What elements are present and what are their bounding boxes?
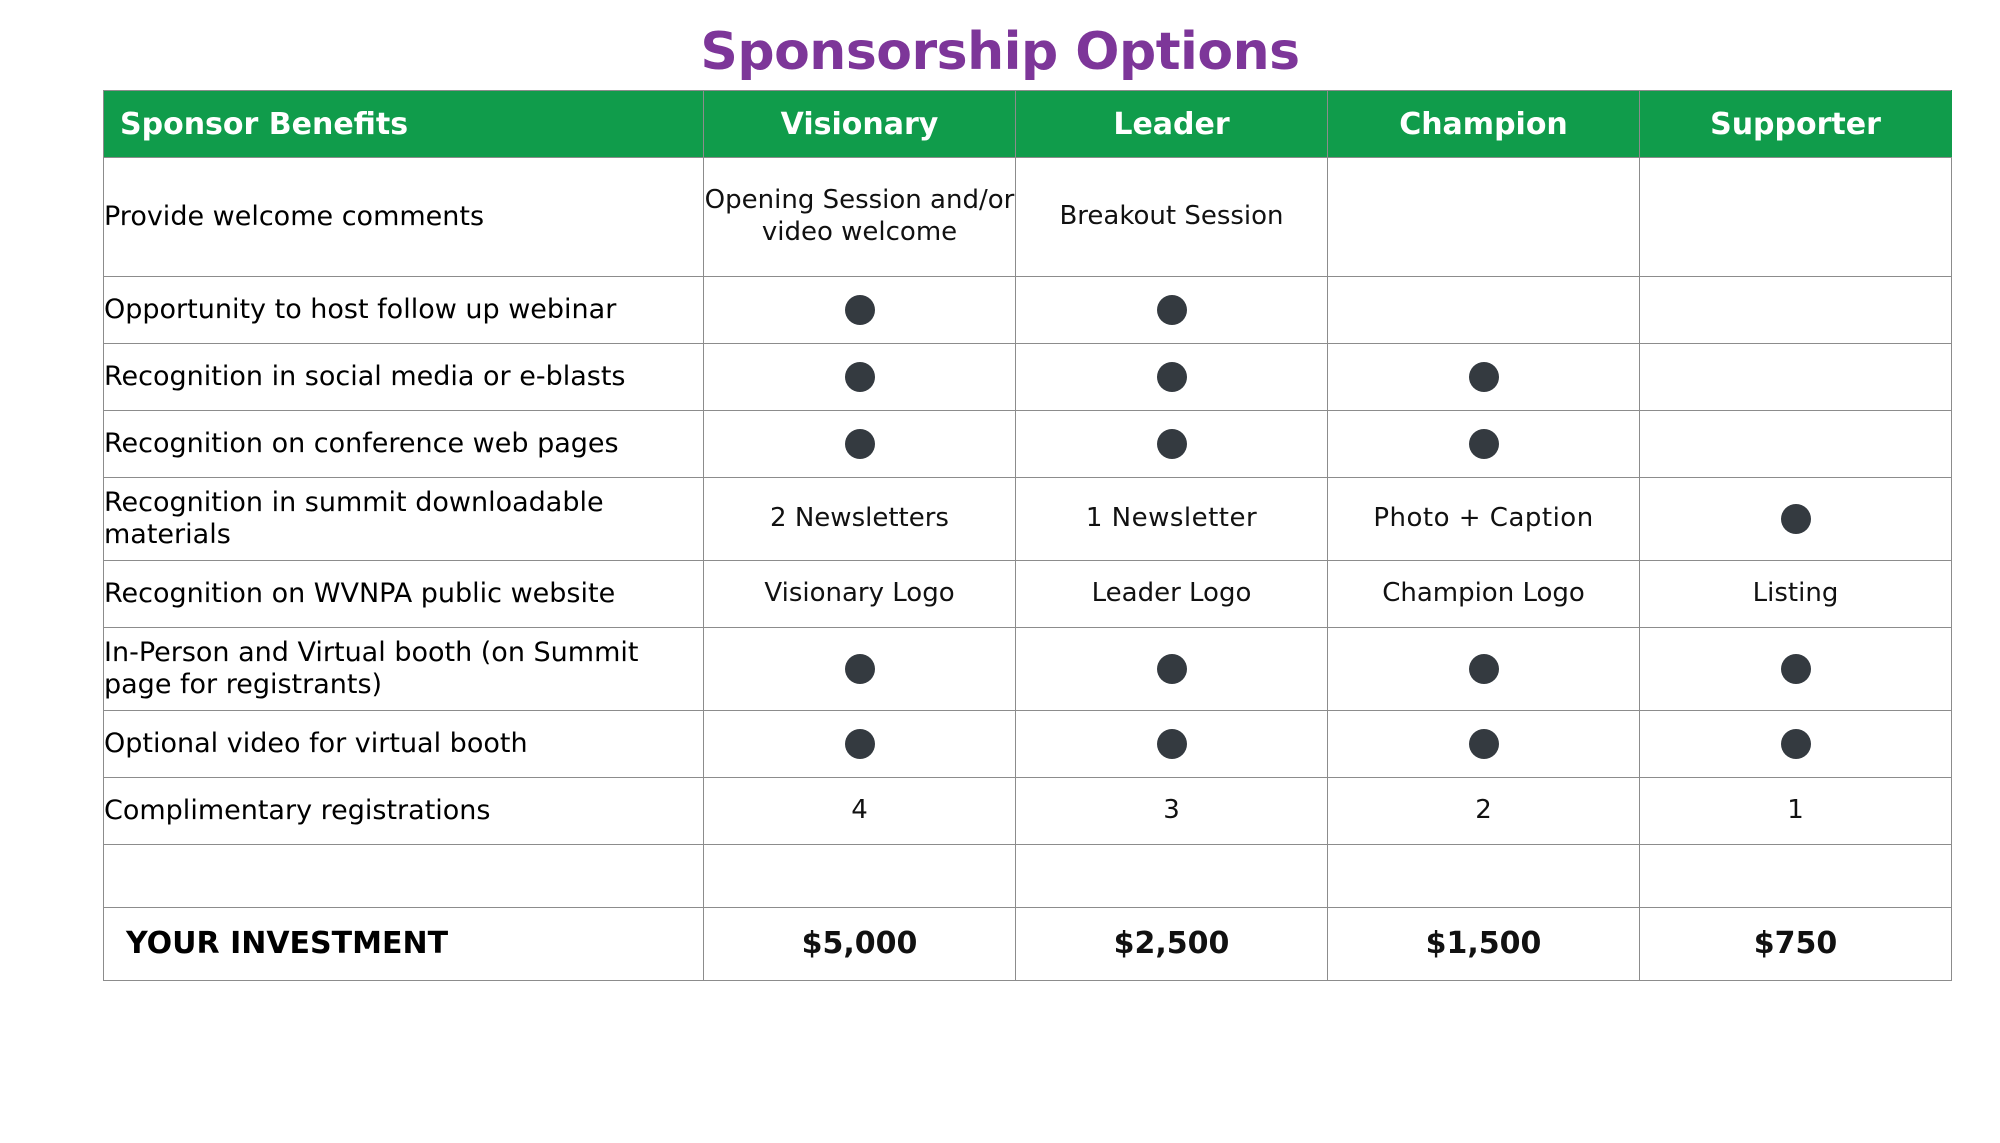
price-supporter: $750 [1640, 908, 1952, 981]
cell-visionary [704, 711, 1016, 778]
cell-supporter [1640, 411, 1952, 478]
benefit-label: In-Person and Virtual booth (on Summit page for registrants) [104, 628, 704, 711]
check-dot-icon [1157, 429, 1187, 459]
column-header-leader: Leader [1016, 91, 1328, 158]
column-header-supporter: Supporter [1640, 91, 1952, 158]
cell-supporter [1640, 158, 1952, 277]
cell-supporter: Listing [1640, 561, 1952, 628]
check-dot-icon [1157, 654, 1187, 684]
price-leader: $2,500 [1016, 908, 1328, 981]
cell-leader [1016, 411, 1328, 478]
cell-champion: Photo + Caption [1328, 478, 1640, 561]
cell-champion [1328, 711, 1640, 778]
check-dot-icon [1157, 362, 1187, 392]
price-visionary: $5,000 [704, 908, 1016, 981]
cell-supporter [1640, 277, 1952, 344]
check-dot-icon [1781, 654, 1811, 684]
table-header [104, 91, 1952, 158]
benefit-label: Recognition in social media or e-blasts [104, 344, 704, 411]
benefit-label: Complimentary registrations [104, 778, 704, 845]
table-row [104, 778, 1952, 845]
benefit-label-investment: YOUR INVESTMENT [104, 908, 704, 981]
table-row [104, 411, 1952, 478]
table-row-investment [104, 908, 1952, 981]
table-header-row [104, 91, 1952, 158]
cell-champion [1328, 158, 1640, 277]
cell-champion [1328, 277, 1640, 344]
cell-supporter: 1 [1640, 778, 1952, 845]
cell-supporter [1640, 711, 1952, 778]
cell-leader [1016, 711, 1328, 778]
table-row [104, 158, 1952, 277]
cell-champion [1328, 411, 1640, 478]
benefit-label [104, 845, 704, 908]
check-dot-icon [845, 429, 875, 459]
sponsorship-table [103, 90, 1952, 981]
benefit-label: Opportunity to host follow up webinar [104, 277, 704, 344]
table-row [104, 628, 1952, 711]
benefit-label: Recognition on WVNPA public website [104, 561, 704, 628]
check-dot-icon [1469, 729, 1499, 759]
sponsorship-table-container [49, 90, 1951, 981]
column-header-sponsor-benefits: Sponsor Benefits [104, 91, 704, 158]
table-row [104, 277, 1952, 344]
check-dot-icon [845, 295, 875, 325]
check-dot-icon [1781, 729, 1811, 759]
cell-visionary [704, 277, 1016, 344]
cell-leader [1016, 845, 1328, 908]
page-title: Sponsorship Options [700, 22, 1300, 82]
cell-leader: 1 Newsletter [1016, 478, 1328, 561]
table-row [104, 711, 1952, 778]
cell-champion: Champion Logo [1328, 561, 1640, 628]
table-row [104, 478, 1952, 561]
check-dot-icon [845, 654, 875, 684]
column-header-visionary: Visionary [704, 91, 1016, 158]
cell-visionary: 4 [704, 778, 1016, 845]
check-dot-icon [1781, 504, 1811, 534]
benefit-label: Recognition on conference web pages [104, 411, 704, 478]
check-dot-icon [1469, 429, 1499, 459]
price-champion: $1,500 [1328, 908, 1640, 981]
cell-champion [1328, 845, 1640, 908]
table-row [104, 344, 1952, 411]
benefit-label: Recognition in summit downloadable materials [104, 478, 704, 561]
cell-visionary [704, 411, 1016, 478]
check-dot-icon [845, 729, 875, 759]
cell-supporter [1640, 478, 1952, 561]
check-dot-icon [1469, 654, 1499, 684]
cell-visionary: Visionary Logo [704, 561, 1016, 628]
table-row [104, 561, 1952, 628]
check-dot-icon [1157, 295, 1187, 325]
cell-visionary [704, 628, 1016, 711]
cell-champion [1328, 628, 1640, 711]
table-row-spacer [104, 845, 1952, 908]
cell-visionary: 2 Newsletters [704, 478, 1016, 561]
table-body [104, 158, 1952, 981]
benefit-label: Optional video for virtual booth [104, 711, 704, 778]
check-dot-icon [845, 362, 875, 392]
column-header-champion: Champion [1328, 91, 1640, 158]
check-dot-icon [1157, 729, 1187, 759]
cell-supporter [1640, 344, 1952, 411]
cell-champion: 2 [1328, 778, 1640, 845]
cell-leader [1016, 277, 1328, 344]
benefit-label: Provide welcome comments [104, 158, 704, 277]
check-dot-icon [1469, 362, 1499, 392]
cell-leader: Breakout Session [1016, 158, 1328, 277]
cell-leader [1016, 344, 1328, 411]
cell-leader: 3 [1016, 778, 1328, 845]
cell-leader: Leader Logo [1016, 561, 1328, 628]
cell-visionary [704, 845, 1016, 908]
cell-visionary [704, 344, 1016, 411]
cell-supporter [1640, 628, 1952, 711]
cell-visionary: Opening Session and/or video welcome [704, 158, 1016, 277]
cell-leader [1016, 628, 1328, 711]
cell-supporter [1640, 845, 1952, 908]
cell-champion [1328, 344, 1640, 411]
